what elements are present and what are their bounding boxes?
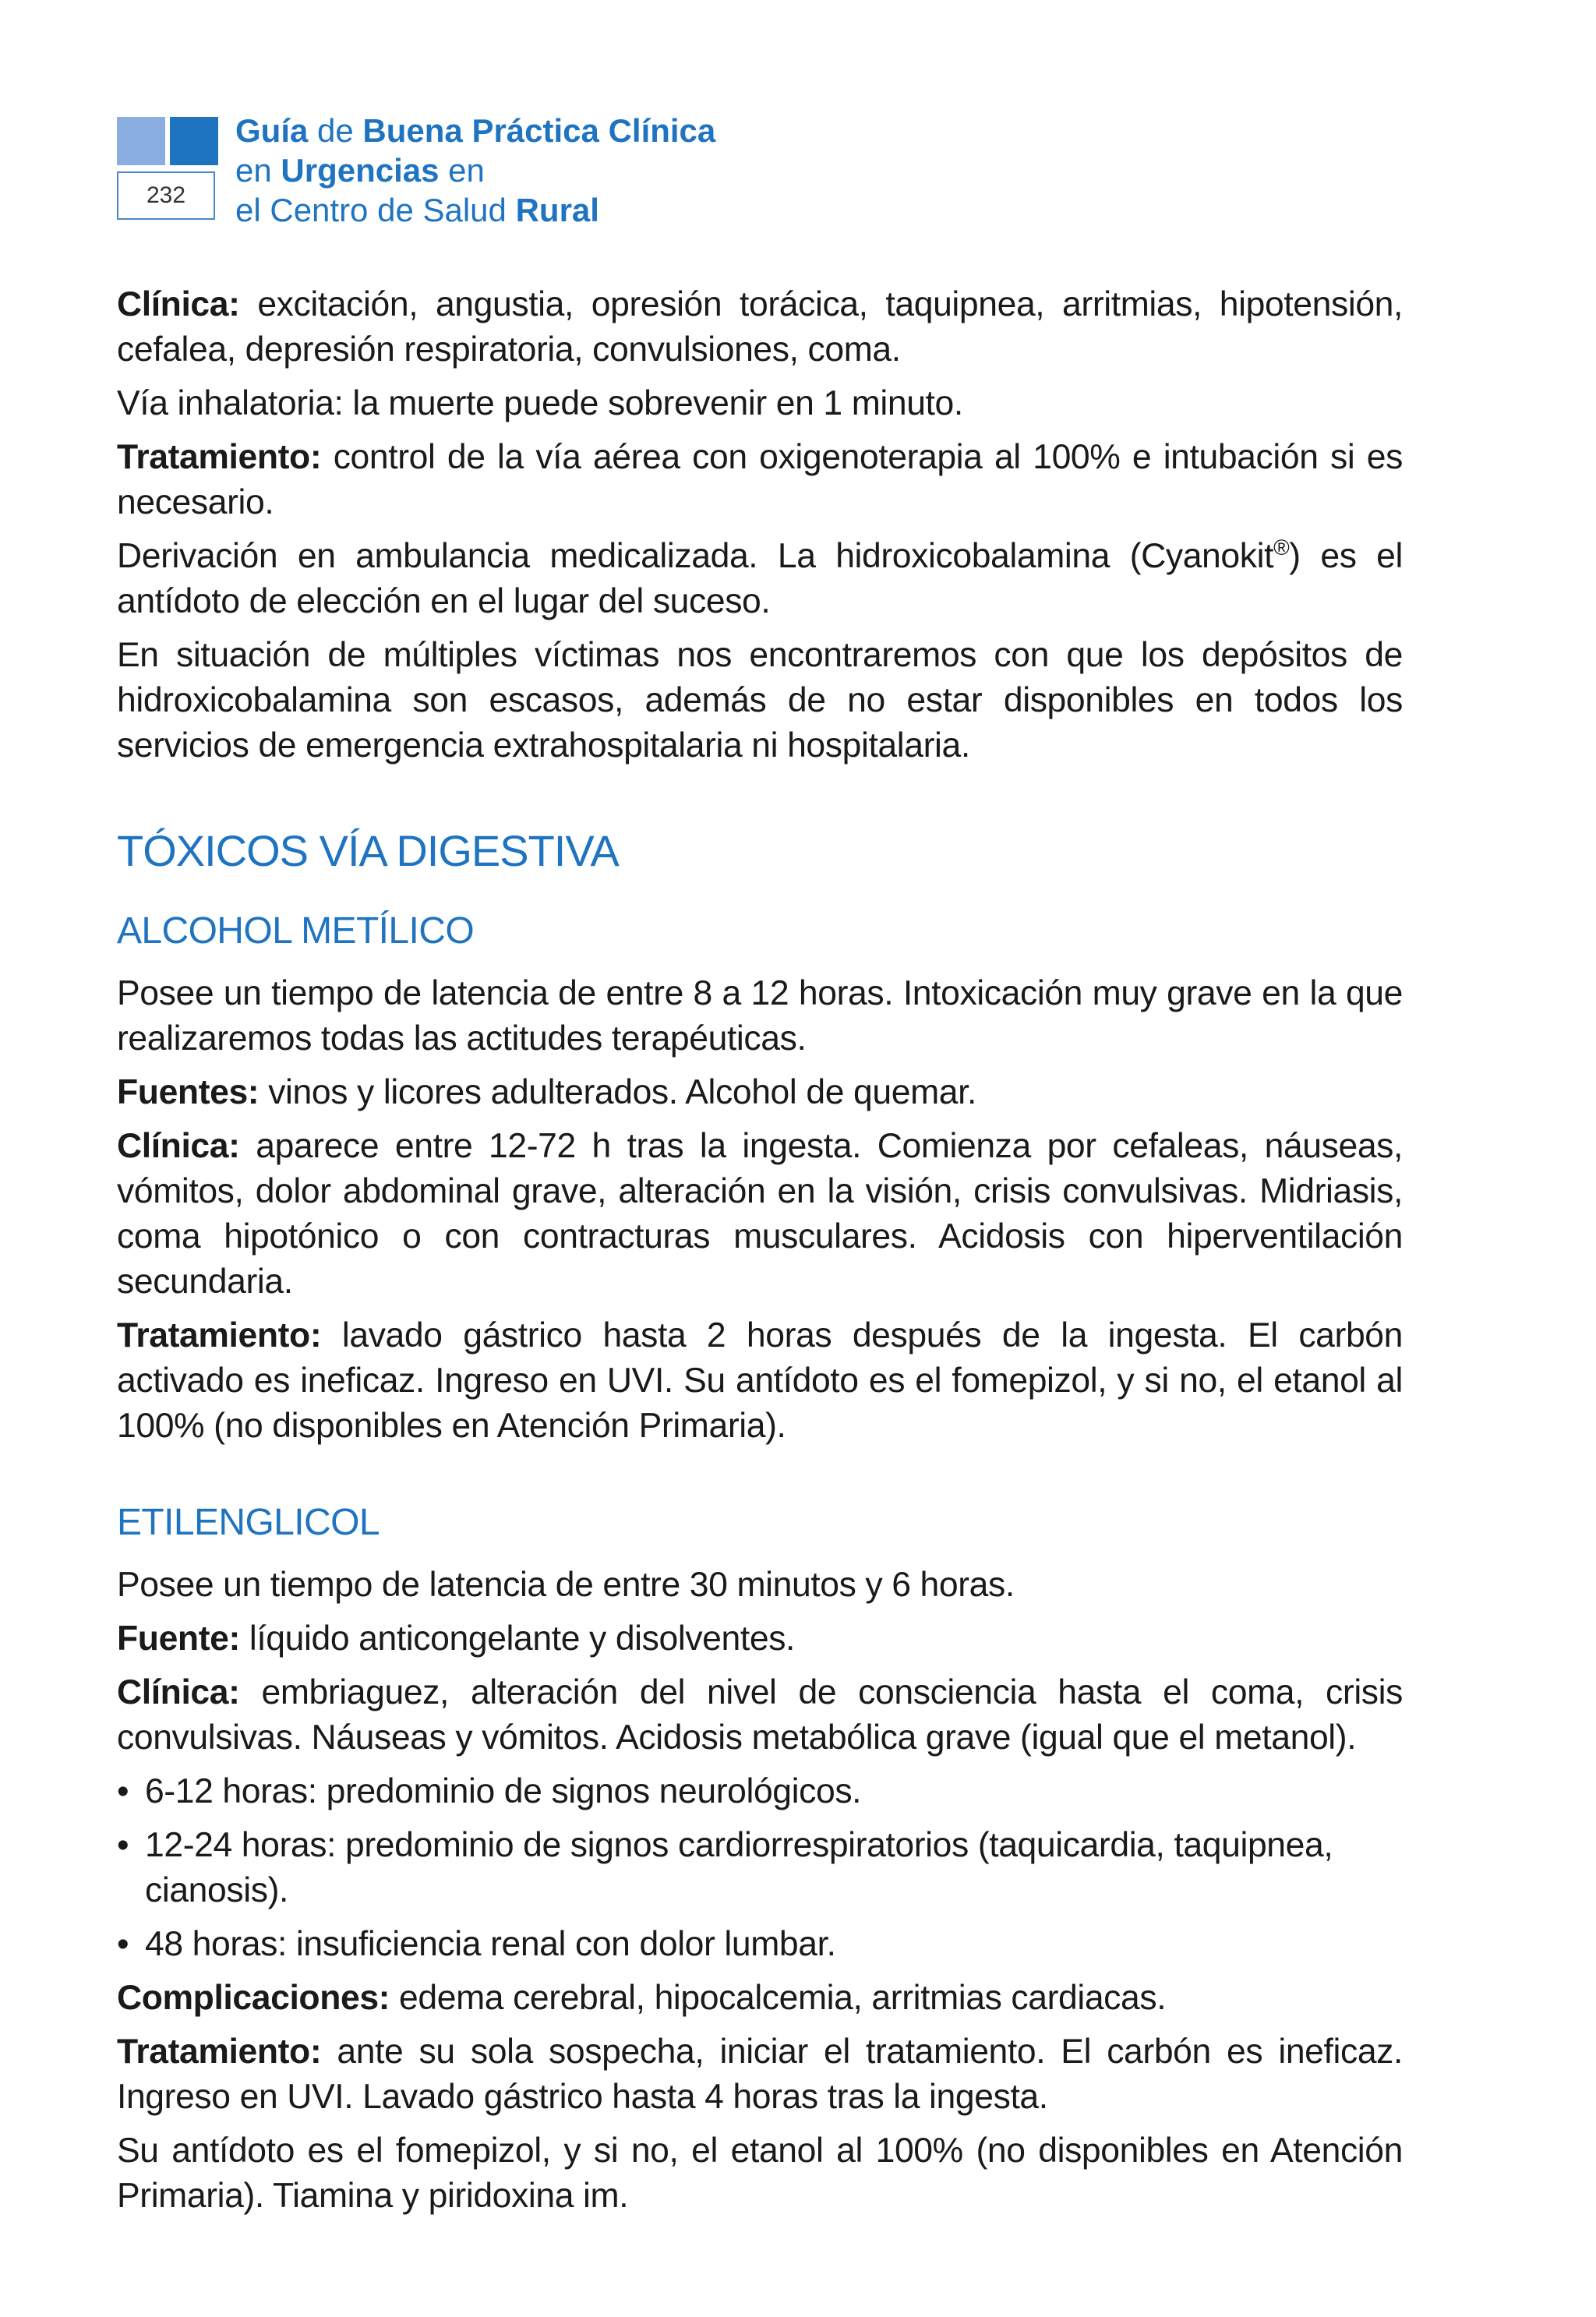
clinica-label: Clínica:: [117, 1673, 240, 1711]
timeline-bullet-list: [117, 1769, 1403, 1967]
intro-via-paragraph: Vía inhalatoria: la muerte puede sobrevenir en 1 minuto.: [117, 384, 963, 422]
etilenglicol-antidoto-paragraph: Su antídoto es el fomepizol, y si no, el etanol al 100% (no disponibles en Atención Primaria). Tiamina y piridoxina im.: [117, 2132, 1403, 2215]
intro-situacion-paragraph: En situación de múltiples víctimas nos encontraremos con que los depósitos de hidroxicobalamina son escasos, además de no estar disponibles en todos los servicios de emergencia extrahospitalaria ni hospitalaria.: [117, 636, 1403, 765]
etilenglicol-latencia-paragraph: Posee un tiempo de latencia de entre 30 minutos y 6 horas.: [117, 1566, 1015, 1604]
header-square-light: [117, 117, 165, 165]
section-title: TÓXICOS VÍA DIGESTIVA: [117, 826, 619, 875]
fuente-label: Fuente:: [117, 1619, 240, 1658]
alcohol-clinica-paragraph: Clínica: aparece entre 12-72 h tras la ingesta. Comienza por cefaleas, náuseas, vómitos, dolor abdominal grave, alteración en la visión, crisis convulsivas. Midriasis, coma hipotónico o con contracturas musculares. Acidosis con hiperventilación secundaria.: [117, 1127, 1403, 1301]
etilenglicol-clinica-paragraph: Clínica: embriaguez, alteración del nivel de consciencia hasta el coma, crisis convulsivas. Náuseas y vómitos. Acidosis metabólica grave (igual que el metanol).: [117, 1673, 1403, 1757]
bullet-icon: •: [117, 1826, 129, 1864]
tratamiento-label: Tratamiento:: [117, 2033, 322, 2071]
subsection-title-etilenglicol: ETILENGLICOL: [117, 1502, 380, 1543]
bullet-icon: •: [117, 1772, 129, 1810]
intro-tratamiento-paragraph: Tratamiento: control de la vía aérea con oxigenoterapia al 100% e intubación si es necesario.: [117, 438, 1403, 521]
etilenglicol-tratamiento-paragraph: Tratamiento: ante su sola sospecha, iniciar el tratamiento. El carbón es ineficaz. Ingreso en UVI. Lavado gástrico hasta 4 horas tras la ingesta.: [117, 2033, 1403, 2116]
intro-derivacion-paragraph: Derivación en ambulancia medicalizada. La hidroxicobalamina (Cyanokit®) es el antídoto de elección en el lugar del suceso.: [117, 535, 1403, 620]
book-title: [235, 111, 715, 230]
alcohol-fuentes-paragraph: Fuentes: vinos y licores adulterados. Alcohol de quemar.: [117, 1073, 977, 1111]
alcohol-latencia-paragraph: Posee un tiempo de latencia de entre 8 a 12 horas. Intoxicación muy grave en la que realizaremos todas las actitudes terapéuticas.: [117, 974, 1403, 1058]
page-number: 232: [117, 171, 215, 220]
list-item: • 48 horas: insuficiencia renal con dolor lumbar.: [117, 1922, 1403, 1967]
clinica-label: Clínica:: [117, 285, 240, 323]
fuentes-label: Fuentes:: [117, 1073, 260, 1111]
list-item: • 12-24 horas: predominio de signos cardiorrespiratorios (taquicardia, taquipnea, cianosis).: [117, 1823, 1403, 1913]
complicaciones-label: Complicaciones:: [117, 1979, 390, 2017]
alcohol-tratamiento-paragraph: Tratamiento: lavado gástrico hasta 2 horas después de la ingesta. El carbón activado es ineficaz. Ingreso en UVI. Su antídoto es el fomepizol, y si no, el etanol al 100% (no disponibles en Atención Primaria).: [117, 1316, 1403, 1445]
intro-clinica-paragraph: Clínica: excitación, angustia, opresión torácica, taquipnea, arritmias, hipotensión, cefalea, depresión respiratoria, convulsiones, coma.: [117, 285, 1403, 369]
main-content: [117, 282, 1403, 2227]
etilenglicol-complicaciones-paragraph: Complicaciones: edema cerebral, hipocalcemia, arritmias cardiacas.: [117, 1979, 1167, 2017]
tratamiento-label: Tratamiento:: [117, 1316, 322, 1355]
book-title-line-2: en Urgencias en: [235, 152, 485, 189]
tratamiento-label: Tratamiento:: [117, 438, 322, 476]
book-title-line-3: el Centro de Salud Rural: [235, 192, 599, 228]
registered-mark: ®: [1273, 535, 1290, 560]
header-square-dark: [170, 117, 218, 165]
bullet-icon: •: [117, 1925, 129, 1963]
subsection-title-alcohol: ALCOHOL METÍLICO: [117, 910, 475, 952]
etilenglicol-fuente-paragraph: Fuente: líquido anticongelante y disolventes.: [117, 1619, 796, 1658]
list-item: • 6-12 horas: predominio de signos neurológicos.: [117, 1769, 1403, 1814]
clinica-label: Clínica:: [117, 1127, 240, 1165]
book-title-line-1: Guía de Buena Práctica Clínica: [235, 112, 716, 149]
